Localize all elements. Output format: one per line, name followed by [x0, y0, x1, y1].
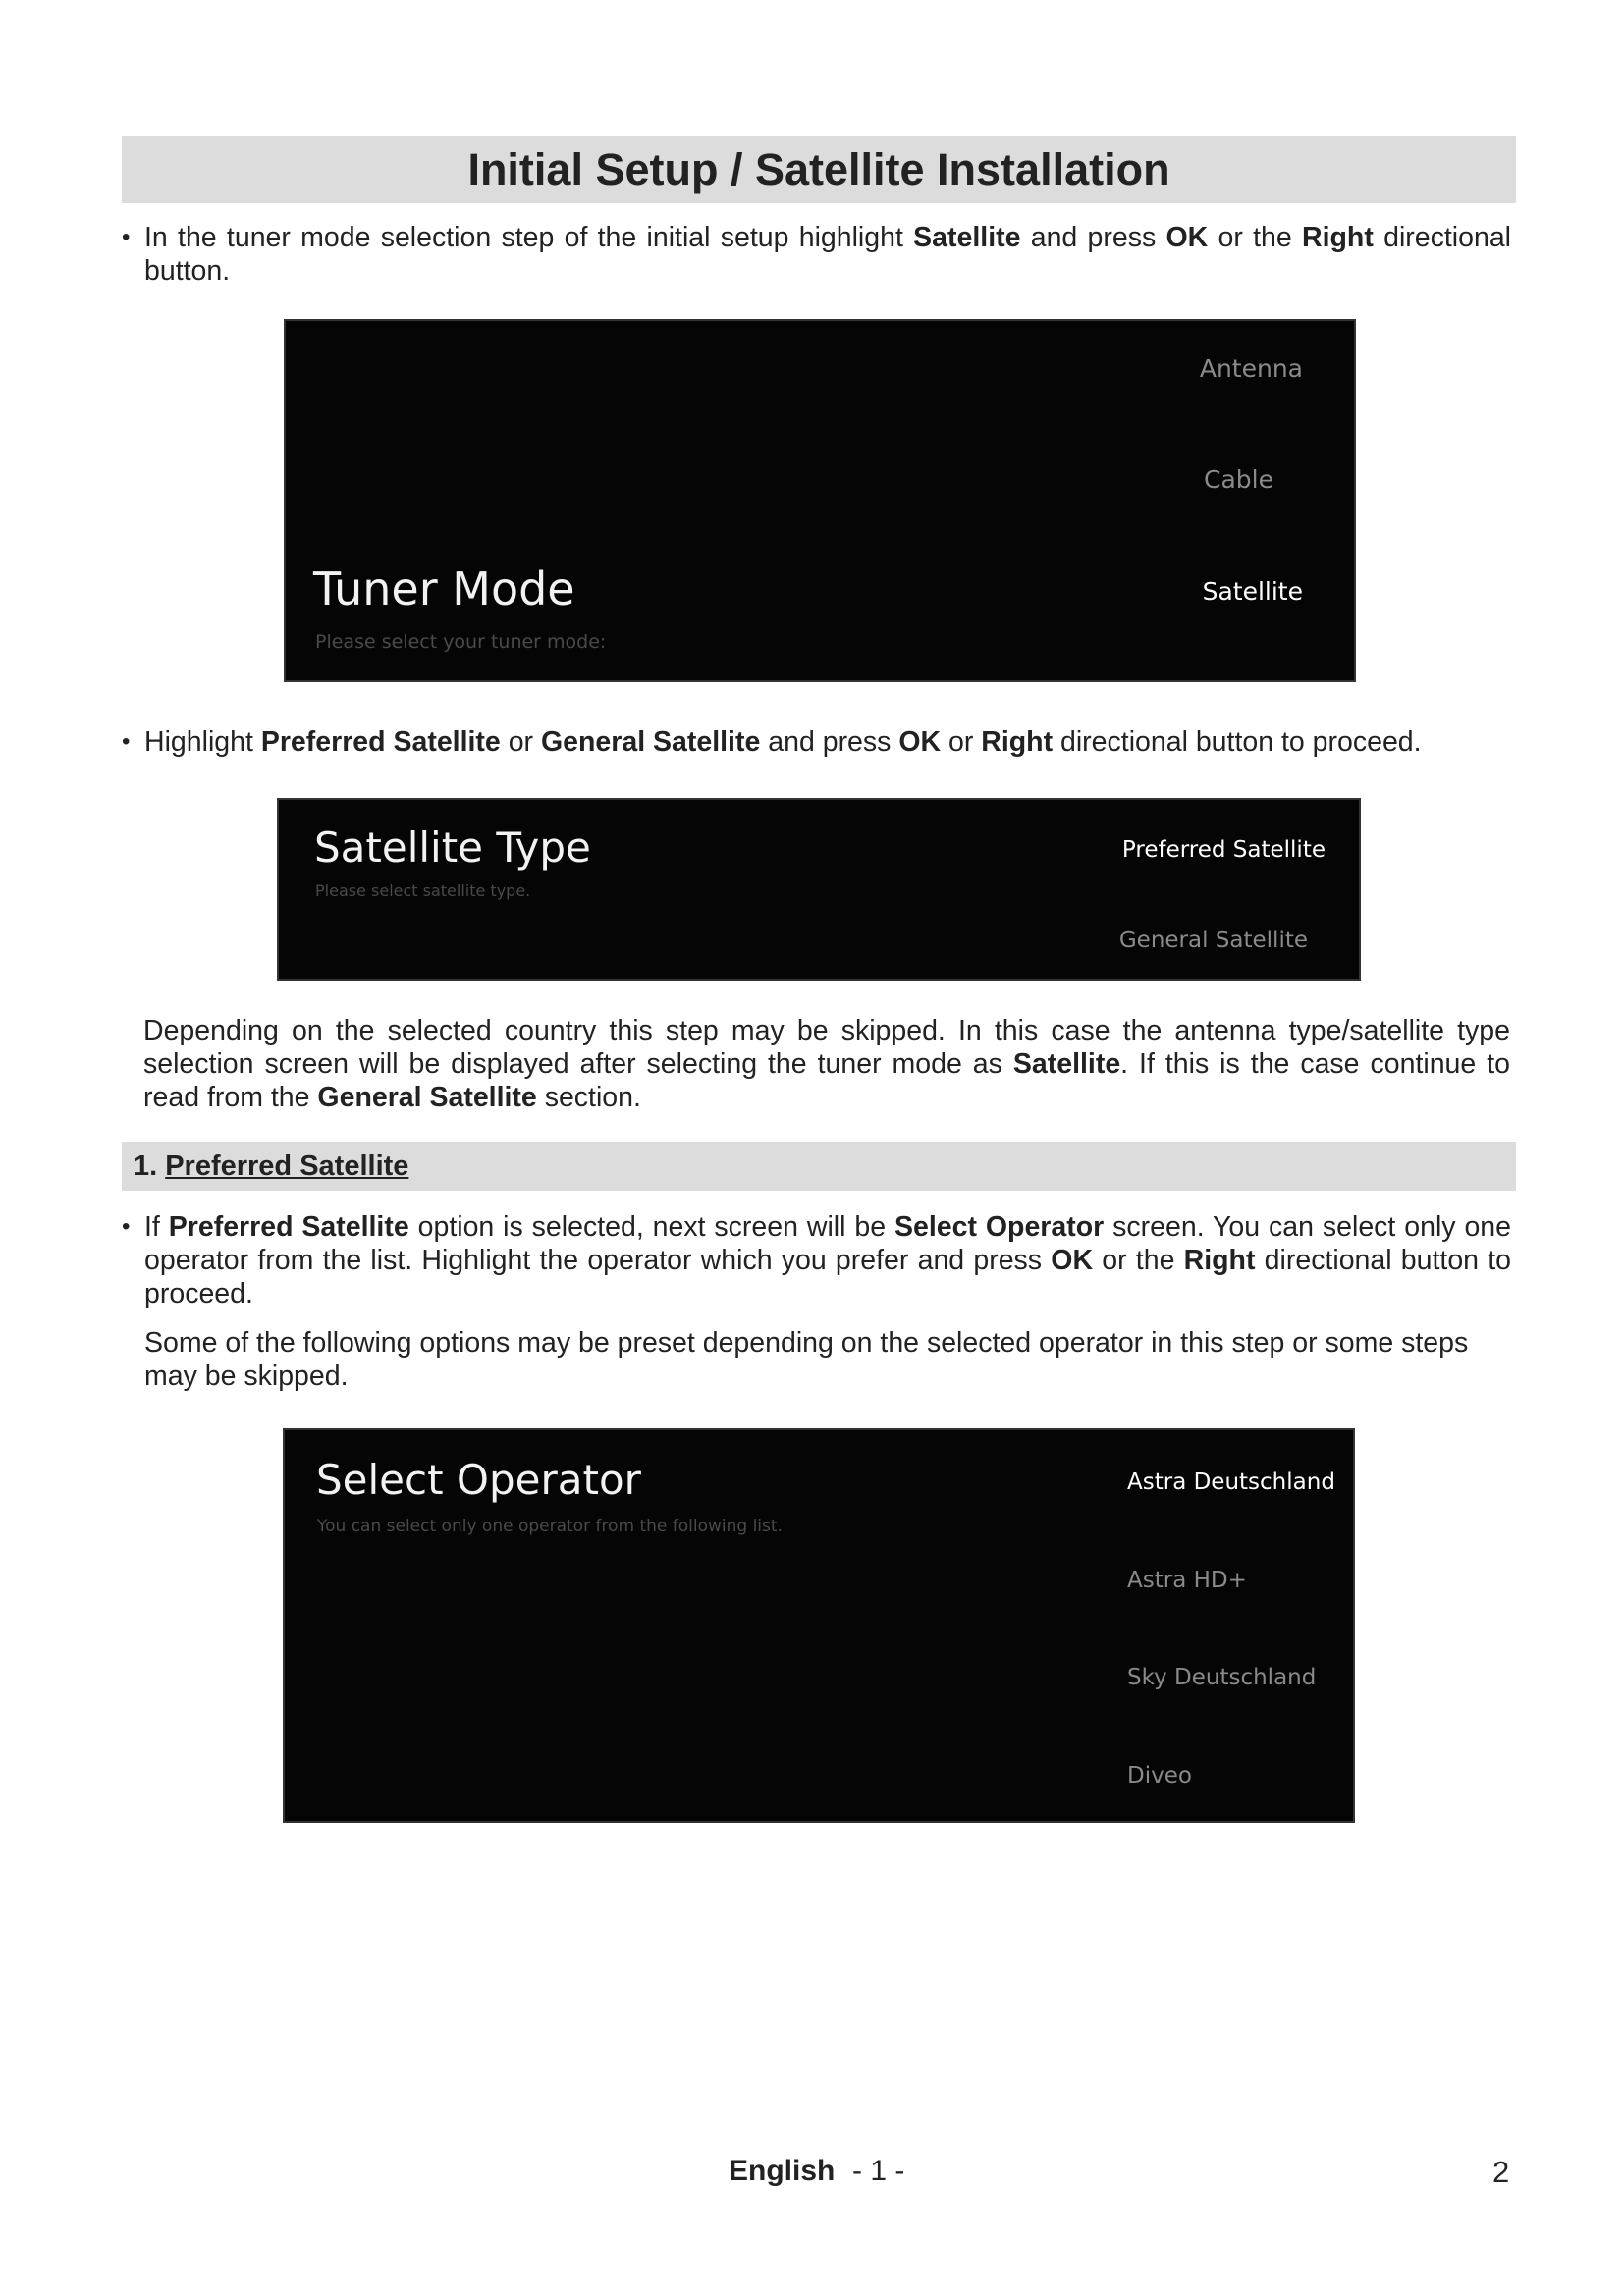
tuner-screen-title: Tuner Mode [313, 562, 575, 615]
sat-type-option-preferred[interactable]: Preferred Satellite [1121, 837, 1326, 863]
country-note-paragraph [143, 1014, 1510, 1114]
step2-text: Highlight [144, 726, 261, 758]
step1-text: or the [1208, 222, 1303, 253]
bullet-icon: • [122, 728, 131, 755]
tuner-screen-subtitle: Please select your tuner mode: [315, 631, 607, 653]
step1-text: directional button. [144, 222, 1512, 287]
step3-text: screen. You can select only one operator from the list. Highlight the operator which you prefer and press [144, 1211, 1511, 1276]
step3-text: or the [1093, 1245, 1184, 1276]
section-name: Preferred Satellite [165, 1149, 409, 1182]
step2-bold-ok: OK [898, 726, 942, 758]
note-text: Depending on the selected country this step may be skipped. In this case the antenna type/satellite type selection screen will be displayed after selecting the tuner mode as [143, 1015, 1510, 1080]
page-title: Initial Setup / Satellite Installation [467, 144, 1170, 194]
step3-text: If [144, 1211, 169, 1243]
step2-text: or [500, 726, 541, 758]
note-bold-general: General Satellite [317, 1082, 537, 1113]
step2-text: directional button to proceed. [1053, 726, 1422, 758]
bullet-icon: • [122, 1213, 131, 1240]
tuner-option-satellite[interactable]: Satellite [1202, 577, 1303, 606]
step3-note-paragraph: Some of the following options may be preset depending on the selected operator in this step or some steps may be skipped. [144, 1327, 1469, 1392]
operator-screen-title: Select Operator [316, 1456, 641, 1504]
step3-paragraph [144, 1210, 1511, 1310]
step2-paragraph [144, 725, 1511, 759]
step1-bold-satellite: Satellite [913, 222, 1021, 253]
step1-bold-ok: OK [1165, 222, 1209, 253]
page-title-bar [122, 136, 1516, 203]
step2-bold-preferred: Preferred Satellite [260, 726, 501, 758]
step3-text: directional button to proceed. [144, 1245, 1512, 1309]
section-number: 1. [134, 1149, 158, 1182]
step1-text: In the tuner mode selection step of the initial setup highlight [144, 222, 914, 253]
step1-paragraph [144, 221, 1511, 288]
step2-bold-right: Right [981, 726, 1054, 758]
tuner-option-cable[interactable]: Cable [1204, 465, 1273, 494]
tuner-option-antenna[interactable]: Antenna [1199, 354, 1303, 383]
footer-language: English [729, 2155, 836, 2187]
sat-type-option-general[interactable]: General Satellite [1118, 928, 1308, 953]
operator-option-sky-deutschland[interactable]: Sky Deutschland [1127, 1665, 1317, 1690]
select-operator-screenshot [283, 1428, 1355, 1823]
step3-bold-preferred: Preferred Satellite [168, 1211, 409, 1243]
operator-option-diveo[interactable]: Diveo [1127, 1763, 1192, 1789]
satellite-type-screenshot [277, 798, 1361, 981]
section-header-bar [122, 1142, 1516, 1191]
sat-type-screen-title: Satellite Type [314, 824, 591, 872]
step2-text: or [941, 726, 982, 758]
note-text: section. [536, 1082, 641, 1113]
footer-page-number: 2 [1492, 2155, 1510, 2189]
bullet-icon: • [122, 224, 131, 250]
operator-option-astra-deutschland[interactable]: Astra Deutschland [1127, 1469, 1335, 1495]
step2-bold-general: General Satellite [540, 726, 761, 758]
step1-text: and press [1020, 222, 1166, 253]
step3-bold-ok: OK [1051, 1245, 1094, 1276]
tuner-mode-screenshot [284, 319, 1356, 682]
step1-bold-right: Right [1302, 222, 1374, 253]
operator-option-astra-hd-plus[interactable]: Astra HD+ [1127, 1568, 1247, 1593]
step2-text: and press [760, 726, 899, 758]
operator-screen-subtitle: You can select only one operator from the following list. [317, 1517, 783, 1536]
sat-type-screen-subtitle: Please select satellite type. [315, 881, 531, 900]
step3-bold-select-operator: Select Operator [894, 1211, 1105, 1243]
note-bold-satellite: Satellite [1012, 1048, 1121, 1080]
note-text: . If this is the case continue to read from the [143, 1048, 1510, 1113]
footer-page-label: - 1 - [852, 2155, 905, 2187]
step3-bold-right: Right [1183, 1245, 1256, 1276]
step3-text: option is selected, next screen will be [408, 1211, 894, 1243]
